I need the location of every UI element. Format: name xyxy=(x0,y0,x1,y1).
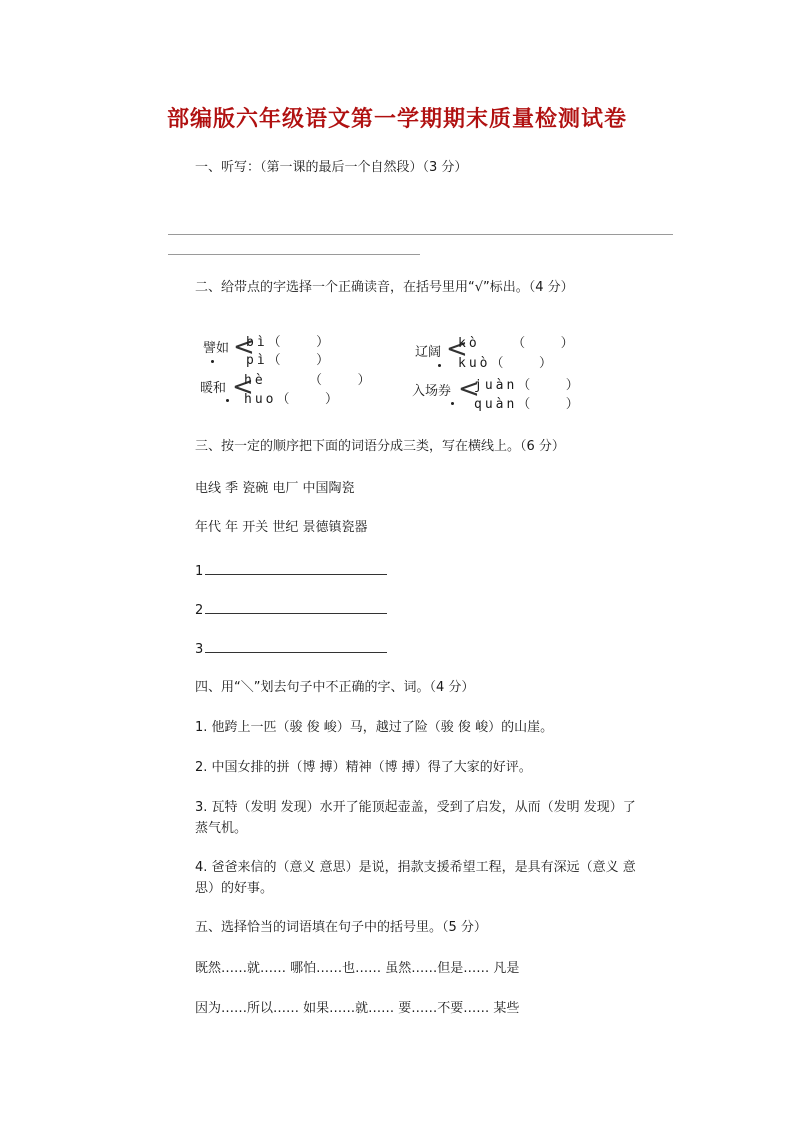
pinyin-option[interactable]: hè （ ） xyxy=(244,373,374,388)
pinyin-option[interactable]: pì（ ） xyxy=(246,353,333,368)
answer-blank[interactable] xyxy=(205,560,387,575)
blank-number: 1 xyxy=(195,564,204,579)
pinyin-option[interactable]: huo（ ） xyxy=(244,392,341,407)
q4-heading: 四、用“＼”划去句子中不正确的字、词。（4 分） xyxy=(195,680,475,695)
answer-blank[interactable] xyxy=(205,599,387,614)
sentence-3-line-2: 蒸气机。 xyxy=(195,821,248,836)
word-ruchangquan: 入场券 xyxy=(412,384,452,399)
word-liaokuo: 辽阔 xyxy=(415,345,442,360)
brace-icon: < xyxy=(446,334,468,364)
page-title: 部编版六年级语文第一学期期末质量检测试卷 xyxy=(166,106,627,132)
dictation-line-2 xyxy=(168,254,420,255)
sentence-4-line-2: 思）的好事。 xyxy=(195,881,274,896)
emphasis-dot xyxy=(211,360,214,363)
connective-list-1: 既然……就…… 哪怕……也…… 虽然……但是…… 凡是 xyxy=(195,961,520,976)
word-piru: 譬如 xyxy=(203,341,230,356)
dictation-line-1 xyxy=(168,234,673,235)
answer-blank[interactable] xyxy=(205,638,387,653)
pinyin-option[interactable]: kò （ ） xyxy=(458,336,577,351)
emphasis-dot xyxy=(451,402,454,405)
emphasis-dot xyxy=(438,364,441,367)
blank-row-3 xyxy=(195,638,387,659)
connective-list-2: 因为……所以…… 如果……就…… 要……不要…… 某些 xyxy=(195,1001,520,1016)
brace-icon: < xyxy=(458,374,480,404)
blank-number: 2 xyxy=(195,603,204,618)
sentence-2: 2. 中国女排的拼（博 搏）精神（博 搏）得了大家的好评。 xyxy=(195,760,532,775)
q3-heading: 三、按一定的顺序把下面的词语分成三类，写在横线上。（6 分） xyxy=(195,439,565,454)
q1-heading: 一、听写：（第一课的最后一个自然段）（3 分） xyxy=(195,160,468,175)
blank-number: 3 xyxy=(195,642,204,657)
emphasis-dot xyxy=(226,399,229,402)
q5-heading: 五、选择恰当的词语填在句子中的括号里。（5 分） xyxy=(195,920,487,935)
blank-row-1 xyxy=(195,560,387,581)
sentence-3-line-1: 3. 瓦特（发明 发现）水开了能顶起壶盖，受到了启发，从而（发明 发现）了 xyxy=(195,800,636,815)
q2-heading: 二、给带点的字选择一个正确读音，在括号里用“√”标出。（4 分） xyxy=(195,280,574,295)
blank-row-2 xyxy=(195,599,387,620)
pinyin-option[interactable]: kuò（ ） xyxy=(458,356,555,371)
word-list-2: 年代 年 开关 世纪 景德镇瓷器 xyxy=(195,520,368,535)
brace-icon: < xyxy=(233,332,255,362)
pinyin-option[interactable]: quàn（ ） xyxy=(474,397,582,412)
word-nuanhuo: 暖和 xyxy=(200,381,227,396)
brace-icon: < xyxy=(232,372,254,402)
sentence-1: 1. 他跨上一匹（骏 俊 峻）马，越过了险（骏 俊 峻）的山崖。 xyxy=(195,720,554,735)
pinyin-option[interactable]: bì（ ） xyxy=(246,335,333,350)
word-list-1: 电线 季 瓷碗 电厂 中国陶瓷 xyxy=(195,481,355,496)
pinyin-option[interactable]: juàn（ ） xyxy=(474,378,582,393)
sentence-4-line-1: 4. 爸爸来信的（意义 意思）是说，捐款支援希望工程，是具有深远（意义 意 xyxy=(195,860,636,875)
